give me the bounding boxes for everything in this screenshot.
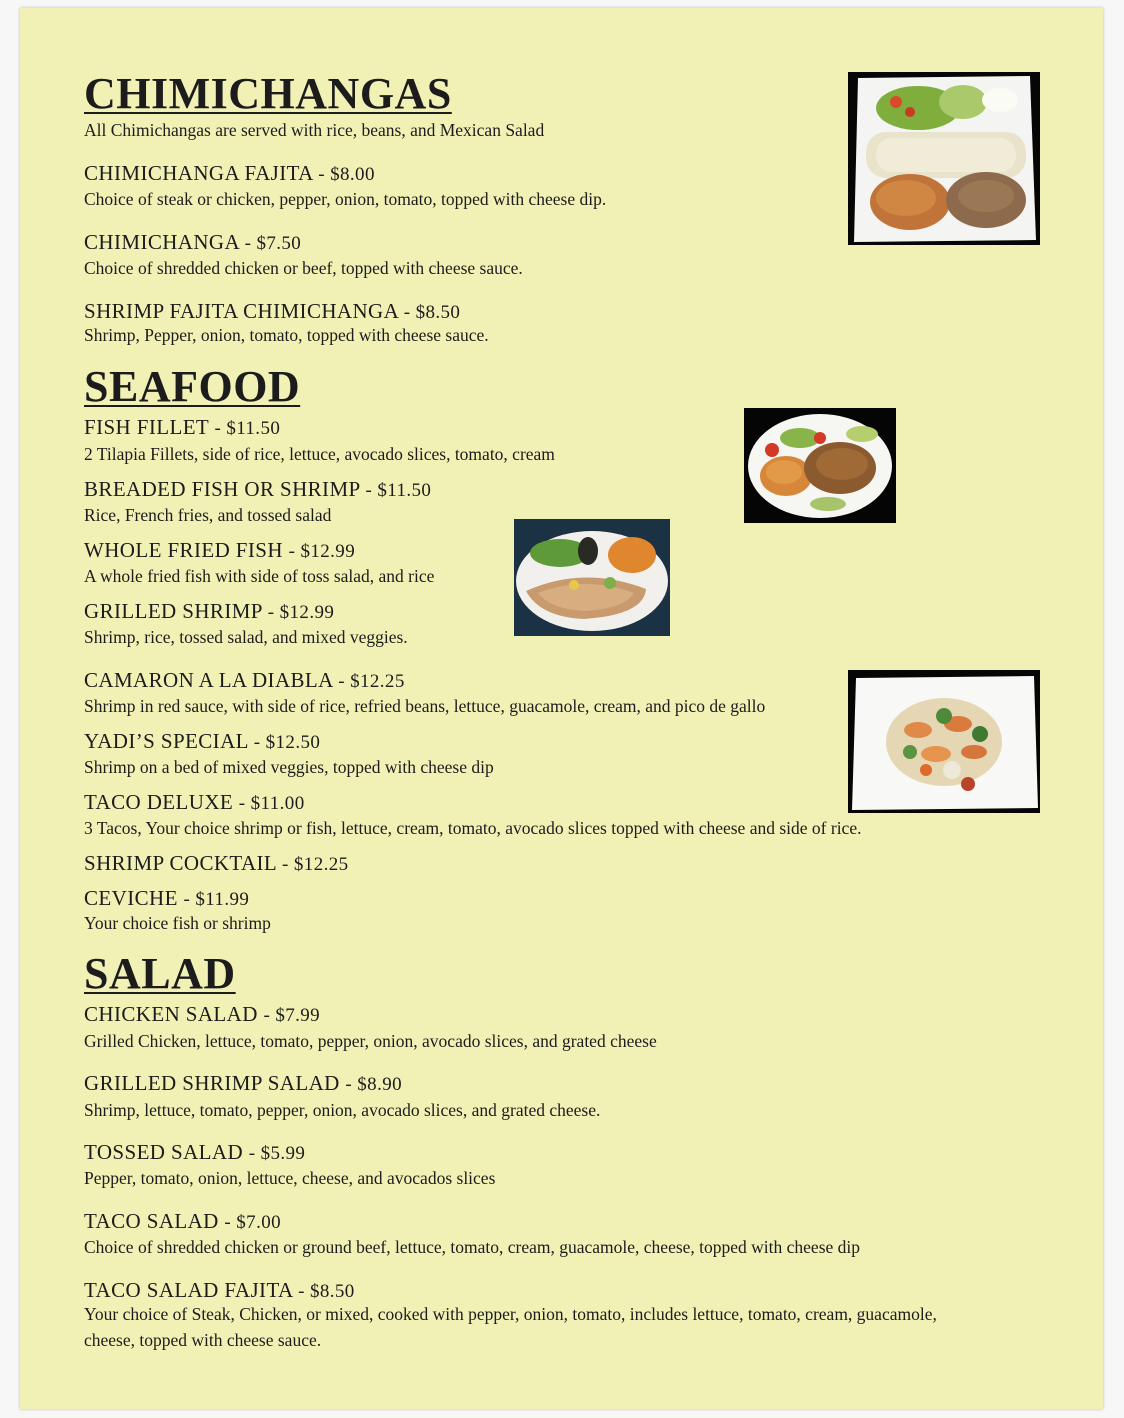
item-name: CHICKEN SALAD (84, 1002, 258, 1026)
item-name: TOSSED SALAD (84, 1140, 244, 1164)
menu-item-desc: Shrimp on a bed of mixed veggies, topped with cheese dip (84, 757, 494, 777)
item-price: - $5.99 (248, 1143, 306, 1164)
menu-item-desc: Shrimp, lettuce, tomato, pepper, onion, avocado slices, and grated cheese. (84, 1100, 601, 1120)
item-name: TACO DELUXE (84, 790, 234, 814)
menu-page (20, 8, 1103, 1409)
item-price: - $12.99 (267, 602, 335, 623)
item-name: YADI’S SPECIAL (84, 729, 249, 753)
item-price: - $8.50 (403, 302, 461, 323)
menu-item-name (84, 851, 349, 876)
item-price: - $7.50 (244, 233, 302, 254)
item-price: - $12.99 (288, 541, 356, 562)
item-price: - $7.00 (224, 1212, 282, 1233)
menu-item-desc: Choice of shredded chicken or ground beef, lettuce, tomato, cream, guacamole, cheese, topped with cheese dip (84, 1237, 861, 1257)
item-price: - $11.50 (365, 480, 432, 501)
shrimp-veggies-photo (848, 670, 1040, 813)
item-price: - $8.50 (298, 1281, 355, 1302)
menu-item-name (84, 1140, 305, 1165)
menu-item-name (84, 161, 375, 186)
menu-item-name (84, 477, 431, 502)
menu-item-desc: Shrimp, rice, tossed salad, and mixed veggies. (84, 627, 408, 647)
item-price: - $8.00 (318, 164, 375, 185)
menu-item-name (84, 668, 405, 693)
item-price: - $12.25 (282, 854, 349, 875)
menu-item-name (84, 790, 305, 815)
whole-fried-fish-photo (514, 519, 670, 636)
menu-item-desc: 2 Tilapia Fillets, side of rice, lettuce, avocado slices, tomato, cream (84, 444, 555, 464)
menu-item-name (84, 230, 301, 255)
item-name: CAMARON A LA DIABLA (84, 668, 333, 692)
item-name: BREADED FISH OR SHRIMP (84, 477, 360, 501)
item-price: - $12.25 (338, 671, 405, 692)
menu-item-desc: Shrimp in red sauce, with side of rice, refried beans, lettuce, guacamole, cream, and pico de gallo (84, 696, 766, 716)
item-price: - $12.50 (253, 732, 321, 753)
item-name: CHIMICHANGA (84, 230, 239, 254)
menu-item-name (84, 415, 280, 440)
menu-item-desc: Rice, French fries, and tossed salad (84, 505, 332, 525)
menu-item-name (84, 1002, 320, 1027)
item-name: GRILLED SHRIMP SALAD (84, 1071, 340, 1095)
item-name: WHOLE FRIED FISH (84, 538, 283, 562)
item-name: SHRIMP FAJITA CHIMICHANGA (84, 299, 399, 323)
menu-item-name (84, 886, 249, 911)
menu-item-desc: Your choice fish or shrimp (84, 913, 271, 933)
menu-item-name (84, 729, 320, 754)
item-price: - $7.99 (263, 1005, 321, 1026)
item-price: - $11.50 (214, 418, 281, 439)
menu-item-desc: Choice of steak or chicken, pepper, onion, tomato, topped with cheese dip. (84, 189, 607, 209)
menu-item-desc: Your choice of Steak, Chicken, or mixed, cooked with pepper, onion, tomato, includes lettuce, tomato, cream, guacamole, (84, 1304, 937, 1324)
menu-item-name (84, 299, 460, 324)
shrimp-veggies-plate-image (848, 670, 1040, 813)
chimichanga-photo (848, 72, 1040, 245)
item-name: TACO SALAD FAJITA (84, 1278, 293, 1302)
whole-fried-fish-plate-image (514, 519, 670, 636)
menu-item-name (84, 1209, 281, 1234)
item-name: TACO SALAD (84, 1209, 219, 1233)
item-price: - $11.99 (183, 889, 250, 910)
menu-item-name (84, 1071, 402, 1096)
item-name: CEVICHE (84, 886, 178, 910)
item-name: GRILLED SHRIMP (84, 599, 263, 623)
fish-fillet-plate-image (744, 408, 896, 523)
fish-fillet-photo (744, 408, 896, 523)
menu-item-name (84, 1278, 355, 1303)
menu-item-name (84, 599, 334, 624)
item-price: - $8.90 (345, 1074, 403, 1095)
item-name: SHRIMP COCKTAIL (84, 851, 277, 875)
menu-item-desc: Shrimp, Pepper, onion, tomato, topped with cheese sauce. (84, 325, 489, 345)
section-subtitle: All Chimichangas are served with rice, beans, and Mexican Salad (84, 120, 545, 140)
section-title-chimichangas: CHIMICHANGAS (84, 69, 452, 118)
menu-item-name (84, 538, 355, 563)
chimichanga-plate-image (848, 72, 1040, 245)
item-name: FISH FILLET (84, 415, 209, 439)
item-price: - $11.00 (238, 793, 305, 814)
menu-item-desc: A whole fried fish with side of toss salad, and rice (84, 566, 435, 586)
menu-item-desc: Choice of shredded chicken or beef, topped with cheese sauce. (84, 258, 523, 278)
menu-item-desc: cheese, topped with cheese sauce. (84, 1330, 322, 1350)
menu-item-desc: Pepper, tomato, onion, lettuce, cheese, and avocados slices (84, 1168, 496, 1188)
section-title-seafood: SEAFOOD (84, 362, 301, 411)
item-name: CHIMICHANGA FAJITA (84, 161, 313, 185)
section-title-salad: SALAD (84, 949, 236, 998)
menu-item-desc: Grilled Chicken, lettuce, tomato, pepper, onion, avocado slices, and grated cheese (84, 1031, 657, 1051)
menu-item-desc: 3 Tacos, Your choice shrimp or fish, lettuce, cream, tomato, avocado slices topped with cheese and side of rice. (84, 818, 862, 838)
